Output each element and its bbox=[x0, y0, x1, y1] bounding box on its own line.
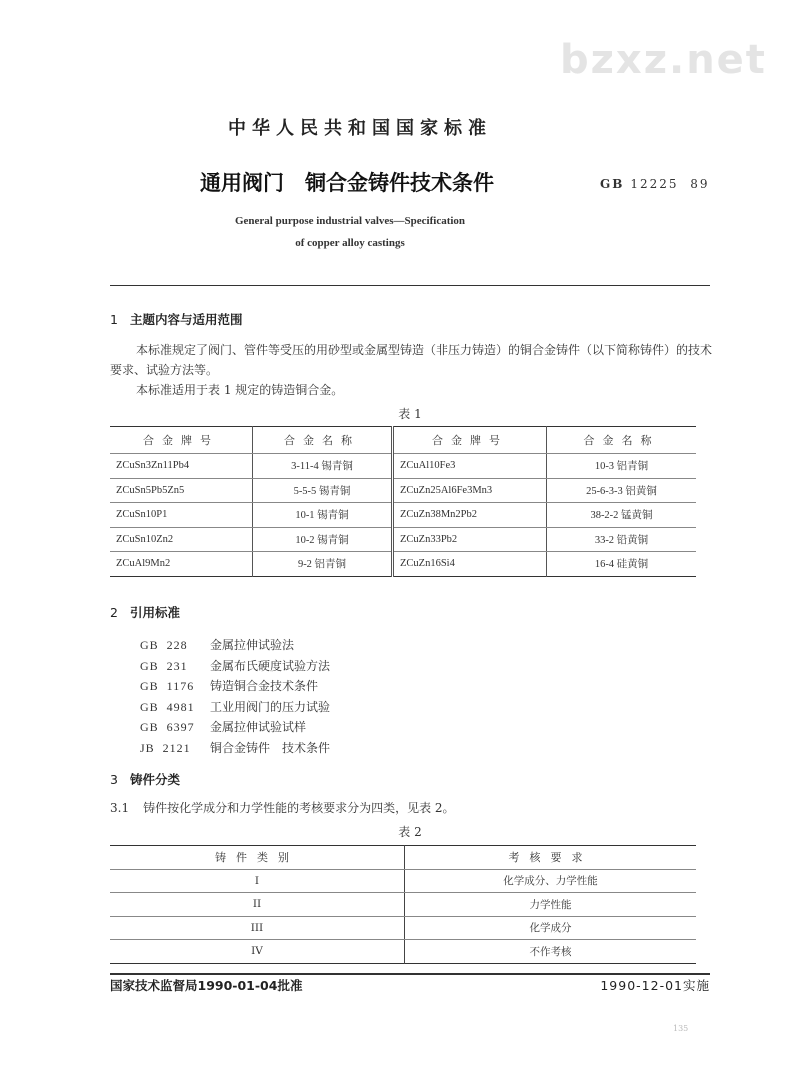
table-1-caption: 表 1 bbox=[398, 407, 422, 421]
alloy-grade: ZCuAl9Mn2 bbox=[110, 552, 253, 577]
section-number: 3 bbox=[110, 772, 118, 787]
english-title-line2: of copper alloy castings bbox=[295, 237, 405, 249]
reference-item bbox=[140, 717, 330, 738]
column-header: 合金牌号 bbox=[110, 427, 253, 454]
column-header: 合金名称 bbox=[253, 427, 393, 454]
alloy-name: 38-2-2 锰黄铜 bbox=[547, 503, 697, 528]
table-1 bbox=[110, 426, 696, 577]
assessment-requirement: 力学性能 bbox=[405, 893, 697, 917]
alloy-grade: ZCuSn10Zn2 bbox=[110, 527, 253, 552]
clause-text: 铸件按化学成分和力学性能的考核要求分为四类，见表 2。 bbox=[143, 801, 455, 815]
reference-item bbox=[140, 676, 330, 697]
english-title-line1: General purpose industrial valves—Specification bbox=[234, 215, 466, 227]
reference-title: 金属拉伸试验试样 bbox=[210, 720, 307, 734]
table-row bbox=[110, 478, 696, 503]
reference-code: GB 228 bbox=[140, 638, 188, 652]
alloy-grade: ZCuZn33Pb2 bbox=[393, 527, 547, 552]
alloy-name: 25-6-3-3 铝黄铜 bbox=[547, 478, 697, 503]
section-1-heading bbox=[110, 312, 242, 328]
reference-code: GB 6397 bbox=[140, 720, 195, 734]
table-row bbox=[110, 940, 696, 964]
reference-title: 铸造铜合金技术条件 bbox=[210, 679, 319, 693]
clause-3-1 bbox=[110, 798, 455, 818]
table-2-caption: 表 2 bbox=[398, 825, 422, 839]
alloy-grade: ZCuAl10Fe3 bbox=[393, 454, 547, 479]
reference-code: JB 2121 bbox=[140, 740, 191, 755]
alloy-name: 33-2 铅黄铜 bbox=[547, 527, 697, 552]
reference-item bbox=[140, 738, 330, 759]
section-number: 2 bbox=[110, 605, 118, 620]
section-1-paragraph-2: 本标准适用于表 1 规定的铸造铜合金。 bbox=[136, 383, 344, 397]
reference-title: 铜合金铸件 技术条件 bbox=[210, 740, 331, 755]
table-row bbox=[110, 552, 696, 577]
section-1-paragraph-1: 本标准规定了阀门、管件等受压的用砂型或金属型铸造（非压力铸造）的铜合金铸件（以下简称铸件）的技术要求、试验方法等。 bbox=[110, 343, 713, 377]
reference-title: 金属拉伸试验法 bbox=[210, 638, 295, 652]
alloy-name: 16-4 硅黄铜 bbox=[594, 559, 649, 571]
standard-code bbox=[600, 176, 709, 192]
document-title: 通用阀门 铜合金铸件技术条件 bbox=[200, 171, 494, 195]
reference-item bbox=[140, 635, 330, 656]
section-2-heading bbox=[110, 605, 180, 621]
normative-references bbox=[140, 635, 330, 758]
section-number: 1 bbox=[110, 312, 118, 327]
standard-type: 中华人民共和国国家标准 bbox=[228, 118, 492, 139]
section-title: 引用标准 bbox=[129, 605, 180, 620]
reference-title: 工业用阀门的压力试验 bbox=[210, 699, 331, 714]
standard-code-number: 12225 89 bbox=[630, 177, 710, 191]
table-header-row bbox=[110, 846, 696, 870]
reference-item bbox=[140, 656, 330, 677]
alloy-grade: ZCuSn5Pb5Zn5 bbox=[110, 478, 253, 503]
column-header: 合金牌号 bbox=[393, 427, 547, 454]
approval-date: 国家技术监督局1990-01-04批准 bbox=[110, 978, 303, 993]
table-row bbox=[110, 869, 696, 893]
standard-code-prefix: GB bbox=[600, 177, 625, 191]
section-3-heading bbox=[110, 772, 180, 788]
casting-class: I bbox=[110, 869, 405, 893]
table-row bbox=[110, 527, 696, 552]
column-header: 合金名称 bbox=[547, 427, 697, 454]
casting-class: III bbox=[110, 916, 405, 940]
reference-item bbox=[140, 697, 330, 718]
assessment-requirement: 化学成分、力学性能 bbox=[405, 869, 697, 893]
alloy-grade: ZCuZn25Al6Fe3Mn3 bbox=[393, 478, 547, 503]
page-number: 135 bbox=[673, 1024, 689, 1033]
table-row bbox=[110, 503, 696, 528]
table-row bbox=[110, 893, 696, 917]
table-header-row bbox=[110, 427, 696, 454]
section-1-body bbox=[110, 340, 722, 400]
header-rule bbox=[110, 285, 710, 286]
effective-date: 1990-12-01实施 bbox=[600, 978, 710, 993]
alloy-name: 3-11-4 锡青铜 bbox=[253, 454, 393, 479]
alloy-name: 10-2 锡青铜 bbox=[253, 527, 393, 552]
clause-number: 3.1 bbox=[110, 801, 130, 815]
assessment-requirement: 不作考核 bbox=[529, 945, 572, 958]
section-title: 铸件分类 bbox=[129, 772, 180, 787]
reference-title: 金属布氏硬度试验方法 bbox=[210, 658, 331, 673]
section-title: 主题内容与适用范围 bbox=[129, 312, 243, 327]
alloy-grade: ZCuZn16Si4 bbox=[393, 552, 547, 577]
alloy-name: 10-1 锡青铜 bbox=[253, 503, 393, 528]
casting-class: II bbox=[110, 893, 405, 917]
alloy-grade: ZCuZn38Mn2Pb2 bbox=[393, 503, 547, 528]
table-2 bbox=[110, 845, 696, 964]
footer-rule bbox=[110, 973, 710, 975]
casting-class: IV bbox=[110, 940, 405, 964]
alloy-grade: ZCuSn10P1 bbox=[110, 503, 253, 528]
alloy-name: 10-3 铝青铜 bbox=[547, 454, 697, 479]
table-row bbox=[110, 454, 696, 479]
assessment-requirement: 化学成分 bbox=[405, 916, 697, 940]
reference-code: GB 231 bbox=[140, 658, 188, 673]
column-header: 考核要求 bbox=[405, 846, 697, 870]
watermark: bzxz.net bbox=[560, 37, 767, 83]
reference-code: GB 1176 bbox=[140, 679, 195, 693]
alloy-name: 5-5-5 锡青铜 bbox=[253, 478, 393, 503]
alloy-grade: ZCuSn3Zn11Pb4 bbox=[110, 454, 253, 479]
table-row bbox=[110, 916, 696, 940]
alloy-name: 9-2 铝青铜 bbox=[253, 552, 393, 577]
reference-code: GB 4981 bbox=[140, 699, 195, 714]
column-header: 铸件类别 bbox=[110, 846, 405, 870]
